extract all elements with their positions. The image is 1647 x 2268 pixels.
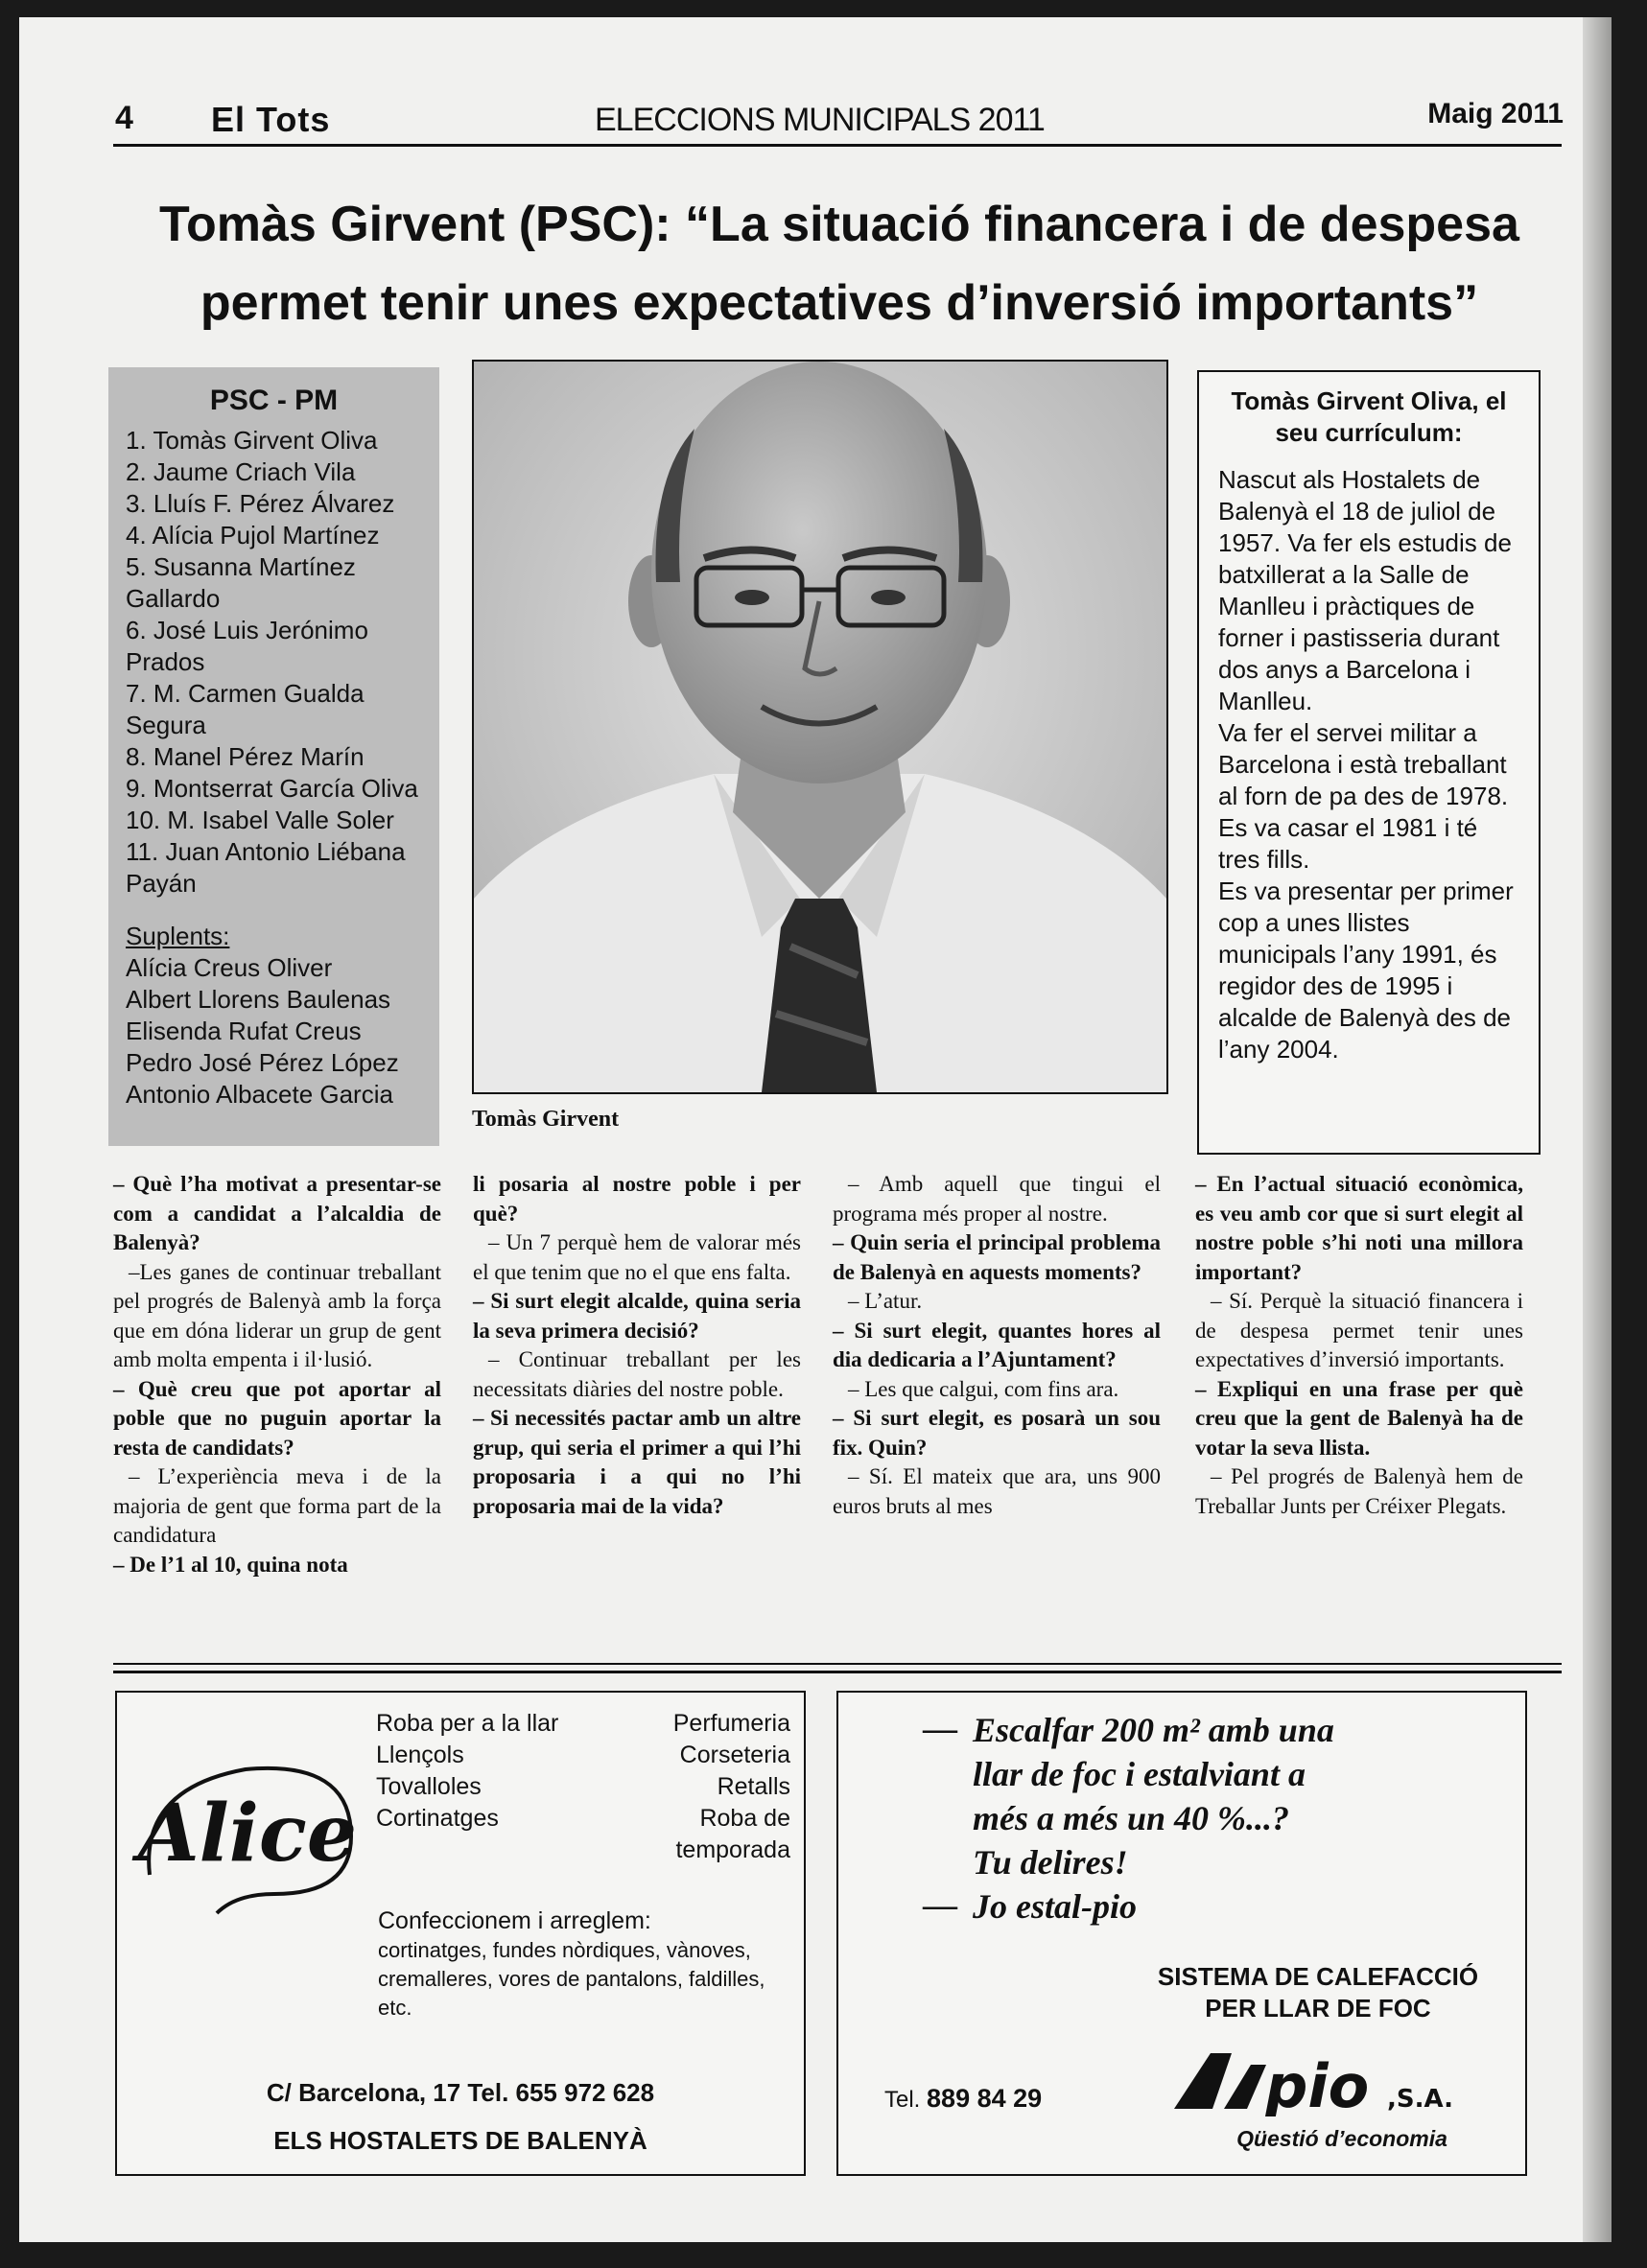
list-title: PSC - PM <box>209 385 339 416</box>
pio-advertisement <box>836 1691 1527 2176</box>
photo-caption: Tomàs Girvent <box>472 1107 620 1132</box>
candidate-item: 11. Juan Antonio Liébana Payán <box>126 837 406 898</box>
system-line: SISTEMA DE CALEFACCIÓ <box>1157 1962 1479 1991</box>
cv-paragraph: Va fer el servei militar a Barcelona i està treballant al forn de pa des de 1978. Es va casar el 1981 i té tres fills. <box>1218 718 1509 874</box>
pio-tagline: Qüestió d’economia <box>1236 2126 1447 2151</box>
dash: — <box>923 1885 957 1924</box>
interview-column-4 <box>1195 1170 1523 1521</box>
answer: – Sí. Perquè la situació financera i de despesa permet tenir unes expectatives d’inversió importants. <box>1195 1289 1523 1371</box>
pio-slogan <box>973 1708 1334 1929</box>
cv-paragraph: Es va presentar per primer cop a unes llistes municipals l’any 1991, és regidor des de 1995 i alcalde de Balenyà des de l’any 2004. <box>1218 877 1514 1064</box>
service-item: Roba de <box>699 1805 790 1832</box>
confection-detail: cortinatges, fundes nòrdiques, vànoves, cremalleres, vores de pantalons, faldilles, etc. <box>378 1938 765 2020</box>
candidate-item: 6. José Luis Jerónimo Prados <box>126 616 368 676</box>
slogan-line: llar de foc i estalviant a <box>973 1755 1306 1793</box>
alice-advertisement <box>115 1691 806 2176</box>
answer: –Les ganes de continuar treballant pel progrés de Balenyà amb la força que em dóna liderar un grup de gent amb molta empenta i il·lusió. <box>113 1259 441 1371</box>
service-item: Llençols <box>376 1742 464 1768</box>
interview-column-3 <box>833 1170 1161 1521</box>
ads-divider <box>113 1671 1562 1673</box>
service-item: Perfumeria <box>672 1710 790 1737</box>
slogan-line: Tu delires! <box>973 1843 1128 1882</box>
answer: – Continuar treballant per les necessitats diàries del nostre poble. <box>473 1347 801 1401</box>
question: – De l’1 al 10, quina nota <box>113 1552 348 1577</box>
slogan-line: Jo estal-pio <box>973 1887 1137 1926</box>
candidate-item: 7. M. Carmen Gualda Segura <box>126 679 365 739</box>
candidate-list <box>126 425 422 900</box>
question: – Què creu que pot aportar al poble que no puguin aportar la resta de candidats? <box>113 1376 441 1460</box>
services-left <box>376 1708 558 1835</box>
portrait-illustration <box>474 362 1166 1092</box>
service-item: Corseteria <box>679 1742 790 1768</box>
shop-address: C/ Barcelona, 17 Tel. 655 972 628 <box>266 2078 655 2107</box>
candidate-item: 8. Manel Pérez Marín <box>126 742 365 771</box>
phone-label: Tel. <box>884 2087 921 2113</box>
candidate-item: 3. Lluís F. Pérez Álvarez <box>126 489 395 518</box>
service-item: temporada <box>675 1836 790 1863</box>
shop-town: ELS HOSTALETS DE BALENYÀ <box>273 2126 647 2155</box>
answer: – L’experiència meva i de la majoria de gent que forma part de la candidatura <box>113 1464 441 1547</box>
alice-logo <box>130 1731 361 1923</box>
pio-brand: pio <box>1265 2051 1370 2116</box>
dash: — <box>923 1709 957 1747</box>
candidate-item: 4. Alícia Pujol Martínez <box>126 521 380 549</box>
phone-number: 889 84 29 <box>927 2084 1043 2113</box>
substitutes-list <box>126 952 422 1111</box>
interview-column-2 <box>473 1170 801 1521</box>
ads-divider <box>113 1663 1562 1665</box>
candidate-item: 10. M. Isabel Valle Soler <box>126 806 394 834</box>
service-item: Retalls <box>717 1773 790 1800</box>
interview-column-1 <box>113 1170 441 1579</box>
header-rule <box>113 144 1562 147</box>
question: – Què l’ha motivat a presentar-se com a candidat a l’alcaldia de Balenyà? <box>113 1172 441 1254</box>
cv-box <box>1197 370 1541 1155</box>
answer: – Les que calgui, com fins ara. <box>848 1376 1119 1401</box>
candidate-item: 1. Tomàs Girvent Oliva <box>126 426 378 455</box>
answer: – Un 7 perquè hem de valorar més el que tenim que no el que ens falta. <box>473 1230 801 1284</box>
question: – Quin seria el principal problema de Balenyà en aquests moments? <box>833 1230 1161 1284</box>
substitute-item: Pedro José Pérez López <box>126 1048 399 1077</box>
question: – Si surt elegit, quantes hores al dia dedicaria a l’Ajuntament? <box>833 1318 1161 1371</box>
substitutes-label: Suplents: <box>126 922 230 950</box>
answer: – Pel progrés de Balenyà hem de Treballar Junts per Créixer Plegats. <box>1195 1464 1523 1518</box>
candidate-item: 9. Montserrat García Oliva <box>126 774 418 803</box>
page-spine-shadow <box>1583 17 1612 2242</box>
candidate-item: 2. Jaume Criach Vila <box>126 457 356 486</box>
question: – En l’actual situació econòmica, es veu amb cor que si surt elegit al nostre poble s’hi noti una millora important? <box>1195 1172 1523 1284</box>
pio-logo-mark <box>1174 2053 1232 2109</box>
candidate-list-box <box>108 367 439 1146</box>
substitute-item: Elisenda Rufat Creus <box>126 1017 362 1045</box>
service-item: Cortinatges <box>376 1805 499 1832</box>
system-line: PER LLAR DE FOC <box>1205 1994 1431 2022</box>
answer: – L’atur. <box>848 1289 923 1313</box>
service-item: Tovalloles <box>376 1773 482 1800</box>
confection-title: Confeccionem i arreglem: <box>378 1907 651 1934</box>
answer: – Sí. El mateix que ara, uns 900 euros bruts al mes <box>833 1464 1161 1518</box>
slogan-line: més a més un 40 %...? <box>973 1799 1290 1837</box>
pio-logo <box>1174 2049 1491 2116</box>
pio-brand-suffix: ,S.A. <box>1387 2085 1453 2114</box>
answer: – Amb aquell que tingui el programa més proper al nostre. <box>833 1172 1161 1226</box>
headline-line-2: permet tenir unes expectatives d’inversió importants” <box>200 275 1479 331</box>
newspaper-page <box>19 17 1612 2242</box>
alice-logo-text: Alice <box>138 1788 358 1880</box>
cv-title: Tomàs Girvent Oliva, el seu currículum: <box>1231 386 1507 447</box>
service-item: Roba per a la llar <box>376 1710 559 1737</box>
question: – Si surt elegit, es posarà un sou fix. Quin? <box>833 1406 1161 1460</box>
headline-line-1: Tomàs Girvent (PSC): “La situació financera i de despesa <box>159 197 1519 252</box>
candidate-photo <box>472 360 1168 1094</box>
question: – Expliqui en una frase per què creu que la gent de Balenyà ha de votar la seva llista. <box>1195 1376 1523 1460</box>
confection-block <box>378 1906 790 2022</box>
question: – Si surt elegit alcalde, quina seria la seva primera decisió? <box>473 1289 801 1343</box>
question: li posaria al nostre poble i per què? <box>473 1172 801 1226</box>
services-right <box>673 1708 790 1866</box>
slogan-line: Escalfar 200 m² amb una <box>973 1711 1334 1749</box>
cv-paragraph: Nascut als Hostalets de Balenyà el 18 de juliol de 1957. Va fer els estudis de batxillerat a la Salle de Manlleu i pràctiques de forner i pastisseria durant dos anys a Barcelona i Manlleu. <box>1218 465 1512 715</box>
headline <box>106 185 1573 342</box>
page-number: 4 <box>115 100 133 136</box>
substitute-item: Albert Llorens Baulenas <box>126 985 391 1014</box>
publication-name: El Tots <box>211 100 331 139</box>
question: – Si necessités pactar amb un altre grup, qui seria el primer a qui l’hi proposaria i a qui no l’hi proposaria mai de la vida? <box>473 1406 801 1518</box>
section-title: ELECCIONS MUNICIPALS 2011 <box>595 102 1045 138</box>
candidate-item: 5. Susanna Martínez Gallardo <box>126 552 356 613</box>
substitute-item: Alícia Creus Oliver <box>126 953 333 982</box>
pio-system <box>1126 1961 1510 2024</box>
substitute-item: Antonio Albacete Garcia <box>126 1080 393 1109</box>
pio-phone <box>884 2084 1042 2114</box>
issue-date: Maig 2011 <box>1427 98 1564 129</box>
